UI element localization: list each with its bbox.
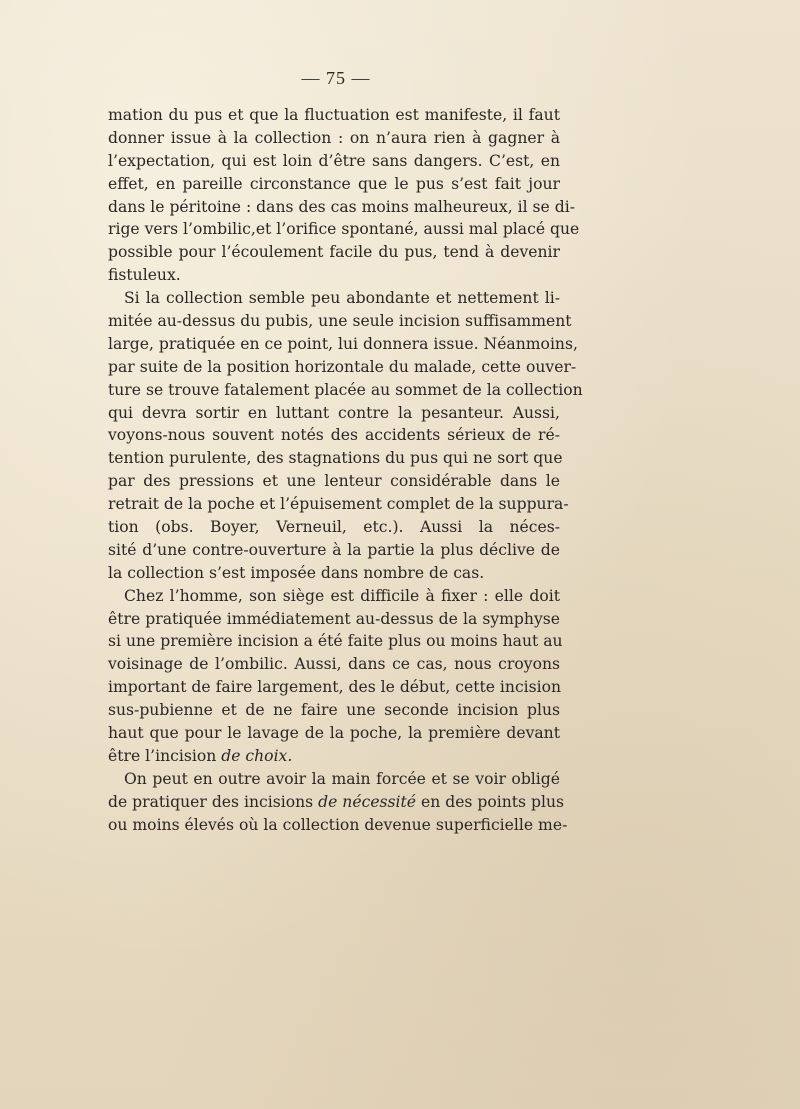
text-line xyxy=(108,791,565,814)
text-line: possible pour l’écoulement facile du pus, tend à devenir xyxy=(108,243,560,262)
text-line: ou moins élevés où la collection devenue superficielle me- xyxy=(108,815,568,834)
text-line: sus-pubienne et de ne faire une seconde incision plus xyxy=(108,701,560,720)
italic-text: de nécessité xyxy=(318,792,417,811)
text-line: On peut en outre avoir la main forcée et se voir obligé xyxy=(124,769,560,788)
text-line: par suite de la position horizontale du malade, cette ouver- xyxy=(108,357,577,376)
text-line: Chez l’homme, son siège est difficile à fixer : elle doit xyxy=(124,586,560,605)
text-line: être pratiquée immédiatement au-dessus de la symphyse xyxy=(108,609,560,628)
text-line: tion (obs. Boyer, Verneuil, etc.). Aussi la néces- xyxy=(108,518,560,537)
text-line: sité d’une contre-ouverture à la partie la plus déclive de xyxy=(108,540,560,559)
italic-text: de choix. xyxy=(221,746,293,765)
text-line: voyons-nous souvent notés des accidents sérieux de ré- xyxy=(108,426,560,445)
text-line: la collection s’est imposée dans nombre de cas. xyxy=(108,563,485,582)
text-line: Si la collection semble peu abondante et nettement li- xyxy=(124,289,560,308)
text-line: fistuleux. xyxy=(108,266,181,285)
body-text xyxy=(108,104,583,837)
text-line: qui devra sortir en luttant contre la pesanteur. Aussi, xyxy=(108,403,560,422)
text-line: mation du pus et que la fluctuation est manifeste, il faut xyxy=(108,106,560,124)
text-fragment: être l’incision xyxy=(108,746,217,765)
text-line: mitée au-dessus du pubis, une seule incision suffisamment xyxy=(108,312,572,331)
page-number: — 75 — xyxy=(301,68,371,88)
text-line: ture se trouve fatalement placée au sommet de la collection xyxy=(108,380,583,399)
text-line: dans le péritoine : dans des cas moins malheureux, il se di- xyxy=(108,197,575,216)
text-fragment: en des points plus xyxy=(416,792,565,811)
text-line: donner issue à la collection : on n’aura rien à gagner à xyxy=(108,128,560,147)
text-line: par des pressions et une lenteur considérable dans le xyxy=(108,472,560,491)
text-line: large, pratiquée en ce point, lui donnera issue. Néanmoins, xyxy=(108,334,578,353)
text-line: rige vers l’ombilic,et l’orifice spontané, aussi mal placé que xyxy=(108,220,580,239)
text-line: effet, en pareille circonstance que le pus s’est fait jour xyxy=(108,174,560,193)
text-line: tention purulente, des stagnations du pus qui ne sort que xyxy=(108,449,563,468)
text-line: l’expectation, qui est loin d’être sans dangers. C’est, en xyxy=(108,151,560,170)
text-line: si une première incision a été faite plus ou moins haut au xyxy=(108,632,563,651)
text-fragment: de pratiquer des incisions xyxy=(108,792,314,811)
text-line xyxy=(108,745,560,768)
text-line: haut que pour le lavage de la poche, la première devant xyxy=(108,724,560,743)
text-line: retrait de la poche et l’épuisement complet de la suppura- xyxy=(108,495,569,514)
text-line: voisinage de l’ombilic. Aussi, dans ce cas, nous croyons xyxy=(108,655,560,674)
text-line: important de faire largement, des le début, cette incision xyxy=(108,678,562,697)
